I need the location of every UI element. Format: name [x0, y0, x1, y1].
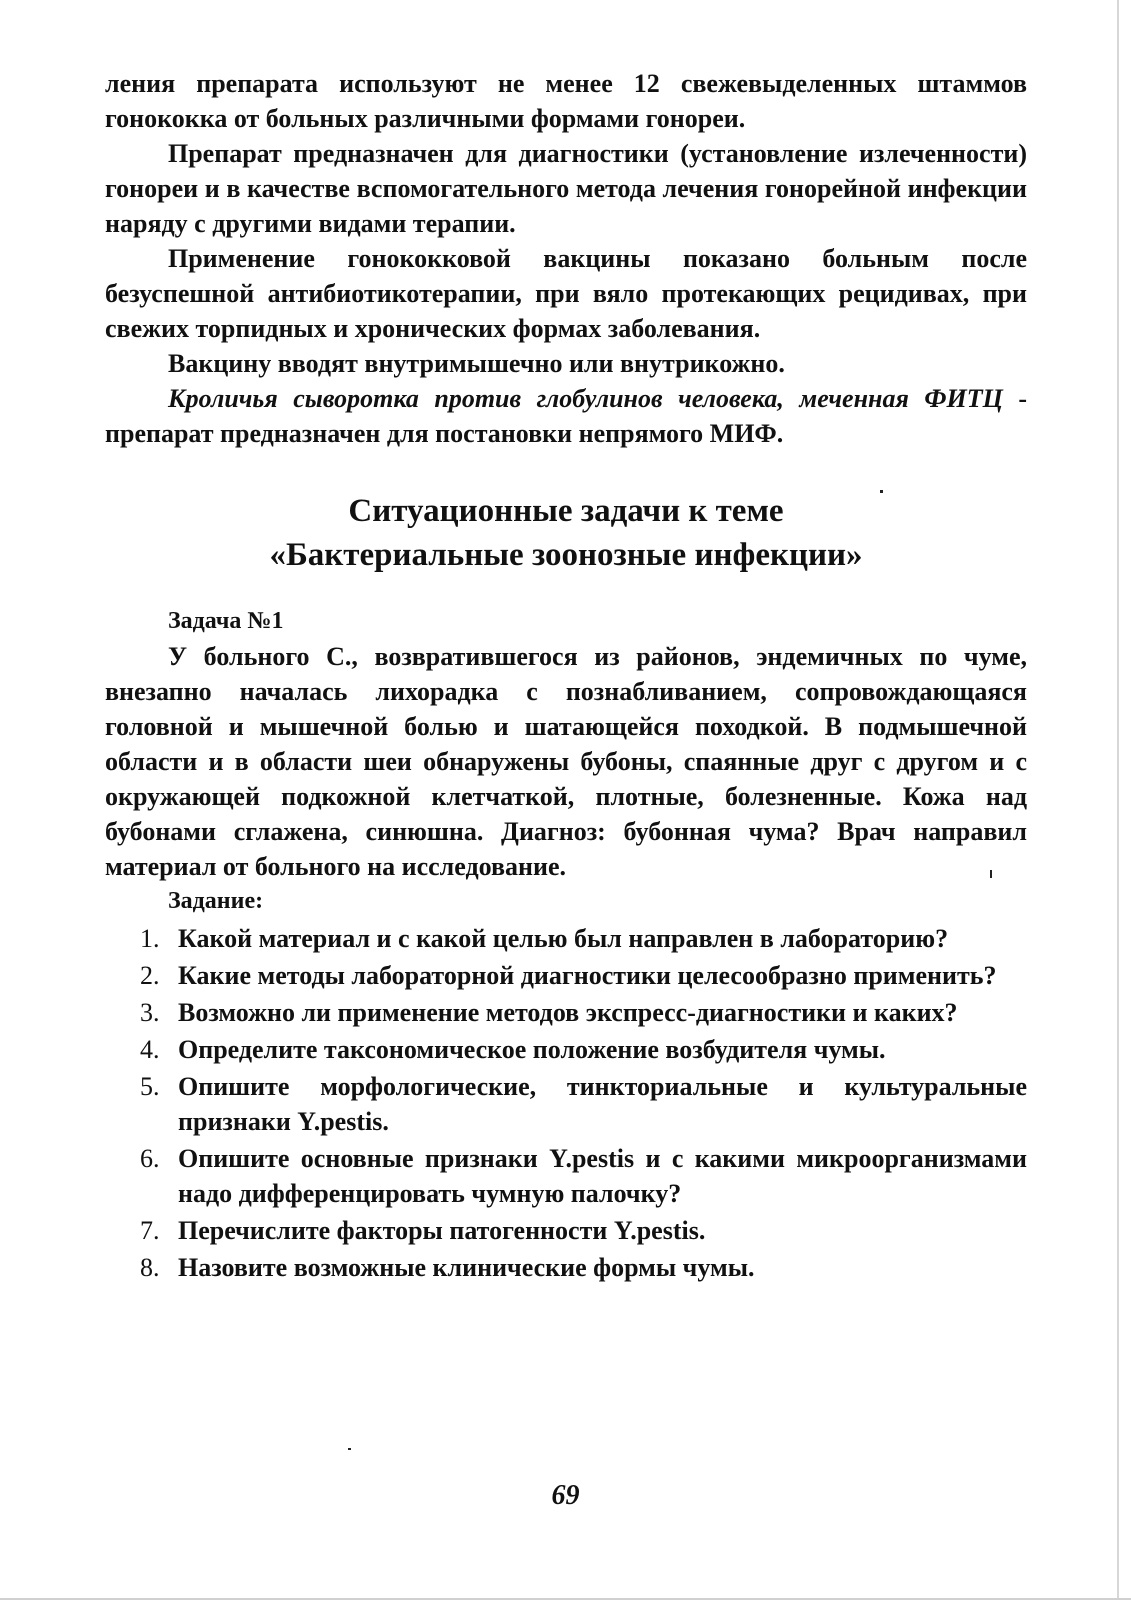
- question-item: [105, 1032, 1027, 1067]
- question-item: [105, 1069, 1027, 1139]
- page-number: 69: [551, 1480, 580, 1511]
- paragraph-administration: Вакцину вводят внутримышечно или внутрикожно.: [168, 349, 785, 378]
- scan-speck: [990, 870, 992, 878]
- question-number: 8.: [140, 1253, 160, 1282]
- question-text: Возможно ли применение методов экспресс-диагностики и каких?: [178, 998, 958, 1027]
- question-text: Перечислите факторы патогенности Y.pestis.: [178, 1216, 706, 1245]
- paragraph-continuation: ления препарата используют не менее 12 свежевыделенных штаммов гонококка от больных различными формами гонореи.: [105, 69, 1027, 133]
- section-title-line-1: Ситуационные задачи к теме: [348, 493, 784, 529]
- serum-description: - препарат предназначен для постановки непрямого МИФ.: [105, 384, 1027, 448]
- task-diagnosis: бубонная чума: [623, 817, 807, 846]
- paragraph-application: Применение гонококковой вакцины показано больным после безуспешной антибиотикотерапии, при вяло протекающих рецидивах, при свежих торпидных и хронических формах заболевания.: [105, 244, 1027, 343]
- question-item: [105, 995, 1027, 1030]
- scan-speck: [880, 490, 883, 493]
- question-number: 6.: [140, 1144, 160, 1173]
- task-description: [105, 639, 1027, 884]
- task-text-after: ? Врач направил материал от больного на исследование.: [105, 817, 1027, 881]
- page-content: [105, 66, 1027, 1287]
- question-item: [105, 1213, 1027, 1248]
- assignment-label: Задание:: [168, 888, 264, 914]
- question-text: Какие методы лабораторной диагностики целесообразно применить?: [178, 961, 997, 990]
- section-title-line-2: «Бактериальные зоонозные инфекции»: [269, 537, 863, 573]
- task-text-before: У больного С., возвратившегося из районов, эндемичных по чуме, внезапно началась лихорадка с познабливанием, сопровождающаяся головной и мышечной болью и шатающейся походкой. В подмышечной области и в области шеи обнаружены бубоны, спаянные друг с другом и с окружающей подкожной клетчаткой, плотные, болезненные. Кожа над бубонами сглажена, синюшна. Диагноз:: [105, 642, 1027, 846]
- question-item: [105, 1250, 1027, 1285]
- question-number: 4.: [140, 1035, 160, 1064]
- paragraph-serum: [105, 381, 1027, 451]
- paragraph-purpose: Препарат предназначен для диагностики (установление излеченности) гонореи и в качестве вспомогательного метода лечения гонорейной инфекции наряду с другими видами терапии.: [105, 139, 1027, 238]
- question-list: [105, 921, 1027, 1285]
- question-item: [105, 958, 1027, 993]
- question-text: Назовите возможные клинические формы чумы.: [178, 1253, 755, 1282]
- question-number: 3.: [140, 998, 160, 1027]
- question-number: 2.: [140, 961, 160, 990]
- task-heading: Задача №1: [168, 608, 284, 634]
- serum-name: Кроличья сыворотка против глобулинов человека, меченная ФИТЦ: [168, 384, 1003, 413]
- question-number: 7.: [140, 1216, 160, 1245]
- question-number: 5.: [140, 1072, 160, 1101]
- question-text: Какой материал и с какой целью был направлен в лабораторию?: [178, 924, 949, 953]
- question-item: [105, 921, 1027, 956]
- scan-speck: [348, 1448, 351, 1450]
- section-title: [105, 489, 1027, 577]
- question-number: 1.: [140, 924, 160, 953]
- page-right-border: [1117, 0, 1119, 1600]
- question-text: Опишите морфологические, тинкториальные и культуральные признаки Y.pestis.: [178, 1072, 1027, 1136]
- question-text: Определите таксономическое положение возбудителя чумы.: [178, 1035, 886, 1064]
- question-item: [105, 1141, 1027, 1211]
- question-text: Опишите основные признаки Y.pestis и с какими микроорганизмами надо дифференцировать чумную палочку?: [178, 1144, 1027, 1208]
